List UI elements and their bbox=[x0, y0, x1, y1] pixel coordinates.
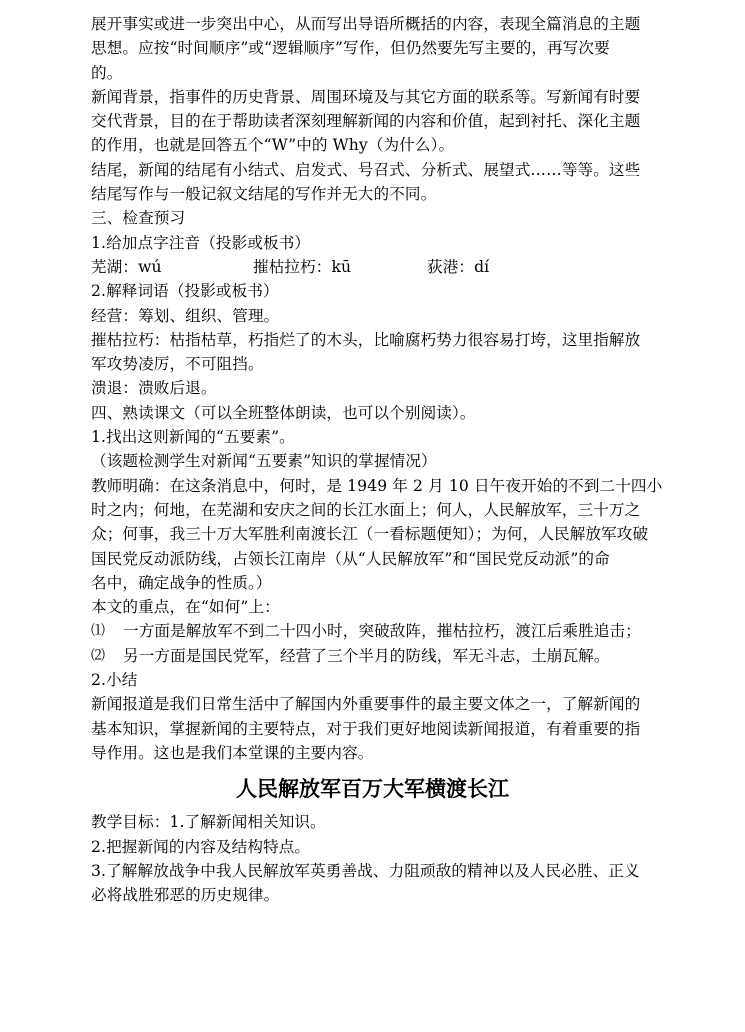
text-line: 展开事实或进一步突出中心，从而写出导语所概括的内容，表现全篇消息的主题 bbox=[91, 15, 641, 33]
text-line: 交代背景，目的在于帮助读者深刻理解新闻的内容和价值，起到衬托、深化主题 bbox=[91, 112, 641, 131]
numbered-list bbox=[91, 619, 745, 668]
text-line: （该题检测学生对新闻“五要素”知识的掌握情况） bbox=[91, 452, 437, 471]
pinyin-cuikulaxiu: 摧枯拉朽：kū bbox=[253, 257, 352, 276]
text-line: 摧枯拉朽：枯指枯草，朽指烂了的木头，比喻腐朽势力很容易打垮，这里指解放 bbox=[91, 330, 641, 349]
text-line: 本文的重点，在“如何”上： bbox=[91, 598, 280, 617]
list-marker: ⑵ bbox=[91, 647, 106, 664]
text-line: 名中，确定战争的性质。） bbox=[91, 573, 272, 592]
list-item bbox=[91, 619, 745, 643]
text-line: 结尾，新闻的结尾有小结式、启发式、号召式、分析式、展望式……等等。这些 bbox=[91, 160, 641, 179]
section-heading: 四、熟读课文（可以全班整体朗读，也可以个别阅读）。 bbox=[91, 403, 476, 422]
text-line: 必将战胜邪恶的历史规律。 bbox=[91, 886, 280, 905]
paragraph-block-mid bbox=[91, 279, 745, 619]
text-line: 众；何事，我三十万大军胜利南渡长江（一看标题便知）；为何，人民解放军攻破 bbox=[91, 525, 649, 544]
pinyin-wuhu: 芜湖：wú bbox=[91, 257, 162, 276]
pinyin-digang: 荻港：dí bbox=[427, 257, 490, 276]
text-line: 1.给加点字注音（投影或板书） bbox=[91, 233, 311, 252]
text-line: 的。 bbox=[91, 63, 123, 82]
text-line: 经营：筹划、组织、管理。 bbox=[91, 306, 280, 325]
list-item bbox=[91, 644, 745, 668]
text-line: 思想。应按“时间顺序”或“逻辑顺序”写作，但仍然要先写主要的，再写次要 bbox=[91, 39, 610, 58]
section-heading: 三、检查预习 bbox=[91, 209, 186, 228]
text-line: 时之内；何地，在芜湖和安庆之间的长江水面上；何人，人民解放军，三十万之 bbox=[91, 500, 641, 519]
text-line: 1.找出这则新闻的“五要素”。 bbox=[91, 428, 295, 447]
list-item-text: 另一方面是国民党军，经营了三个半月的防线，军无斗志，土崩瓦解。 bbox=[123, 646, 610, 665]
text-line: 的作用，也就是回答五个“W”中的 Why（为什么）。 bbox=[91, 136, 455, 155]
text-line: 国民党反动派防线，占领长江南岸（从“人民解放军”和“国民党反动派”的命 bbox=[91, 549, 610, 568]
list-marker: ⑴ bbox=[91, 623, 106, 640]
text-line: 3.了解解放战争中我人民解放军英勇善战、力阻顽敌的精神以及人民必胜、正义 bbox=[91, 861, 640, 880]
text-line: 导作用。这也是我们本堂课的主要内容。 bbox=[91, 743, 374, 762]
text-line: 溃退：溃败后退。 bbox=[91, 379, 217, 398]
text-line: 2.把握新闻的内容及结构特点。 bbox=[91, 837, 311, 856]
text-line: 教学目标：1.了解新闻相关知识。 bbox=[91, 813, 326, 832]
text-line: 2.解释词语（投影或板书） bbox=[91, 282, 279, 301]
text-line: 基本知识，掌握新闻的主要特点，对于我们更好地阅读新闻报道，有着重要的指 bbox=[91, 719, 641, 738]
text-line: 结尾写作与一般记叙文结尾的写作并无大的不同。 bbox=[91, 185, 437, 204]
article-title: 人民解放军百万大军横渡长江 bbox=[236, 777, 509, 802]
text-line: 2.小结 bbox=[91, 671, 138, 690]
text-line: 军攻势凌厉，不可阻挡。 bbox=[91, 355, 264, 374]
paragraph-block-end bbox=[91, 810, 745, 907]
paragraph-block-top bbox=[91, 12, 745, 255]
pinyin-row bbox=[91, 255, 745, 279]
text-line: 教师明确：在这条消息中，何时，是 1949 年 2 月 10 日午夜开始的不到二十四小 bbox=[91, 476, 663, 495]
text-line: 新闻背景，指事件的历史背景、周围环境及与其它方面的联系等。写新闻有时要 bbox=[91, 87, 641, 106]
list-item-text: 一方面是解放军不到二十四小时，突破敌阵，摧枯拉朽，渡江后乘胜追击； bbox=[123, 622, 641, 641]
paragraph-block-bottom bbox=[91, 668, 745, 765]
text-line: 新闻报道是我们日常生活中了解国内外重要事件的最主要文体之一，了解新闻的 bbox=[91, 695, 641, 714]
